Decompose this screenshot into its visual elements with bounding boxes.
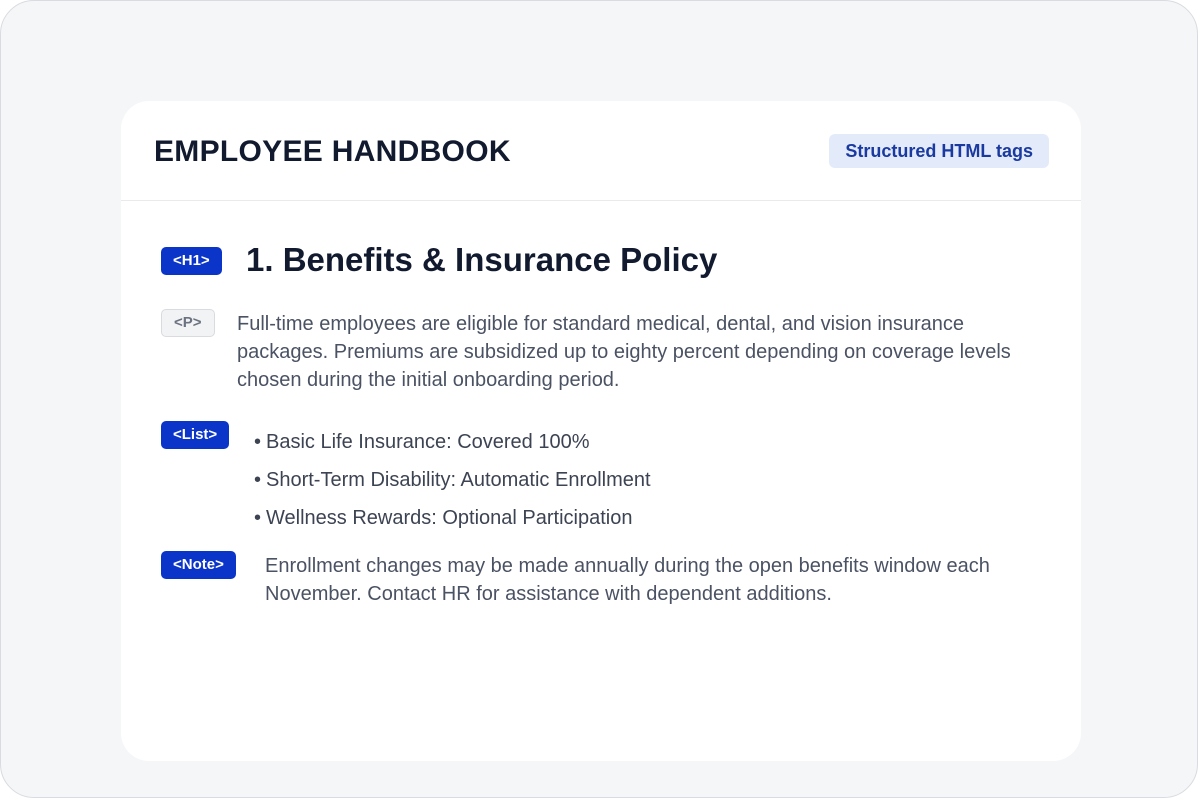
note-tag: <Note> — [161, 551, 236, 579]
list-item-text: Basic Life Insurance: Covered 100% — [266, 431, 590, 453]
h1-tag: <H1> — [161, 247, 222, 275]
list-item-text: Wellness Rewards: Optional Participation — [266, 507, 633, 529]
section-heading: 1. Benefits & Insurance Policy — [246, 241, 718, 278]
structured-tags-badge: Structured HTML tags — [829, 134, 1049, 168]
bullet-icon: • — [254, 431, 262, 453]
list-item-text: Short-Term Disability: Automatic Enrollment — [266, 469, 651, 491]
p-tag: <P> — [161, 309, 215, 337]
list-item — [254, 499, 651, 537]
paragraph — [237, 310, 1011, 394]
bullet-icon: • — [254, 507, 262, 529]
note-text — [265, 552, 990, 608]
list-tag: <List> — [161, 421, 229, 449]
bullet-icon: • — [254, 469, 262, 491]
list-item — [254, 461, 651, 499]
paragraph-line: chosen during the initial onboarding period. — [237, 369, 620, 391]
note-line: Enrollment changes may be made annually during the open benefits window each — [265, 555, 990, 577]
list-item — [254, 423, 651, 461]
document-card — [121, 101, 1081, 761]
paragraph-line: Full-time employees are eligible for standard medical, dental, and vision insurance — [237, 313, 965, 335]
paragraph-line: packages. Premiums are subsidized up to eighty percent depending on coverage levels — [237, 341, 1011, 363]
note-line: November. Contact HR for assistance with dependent additions. — [265, 583, 832, 605]
card-header — [121, 101, 1081, 201]
document-title: EMPLOYEE HANDBOOK — [154, 135, 511, 168]
benefits-list — [254, 423, 651, 537]
